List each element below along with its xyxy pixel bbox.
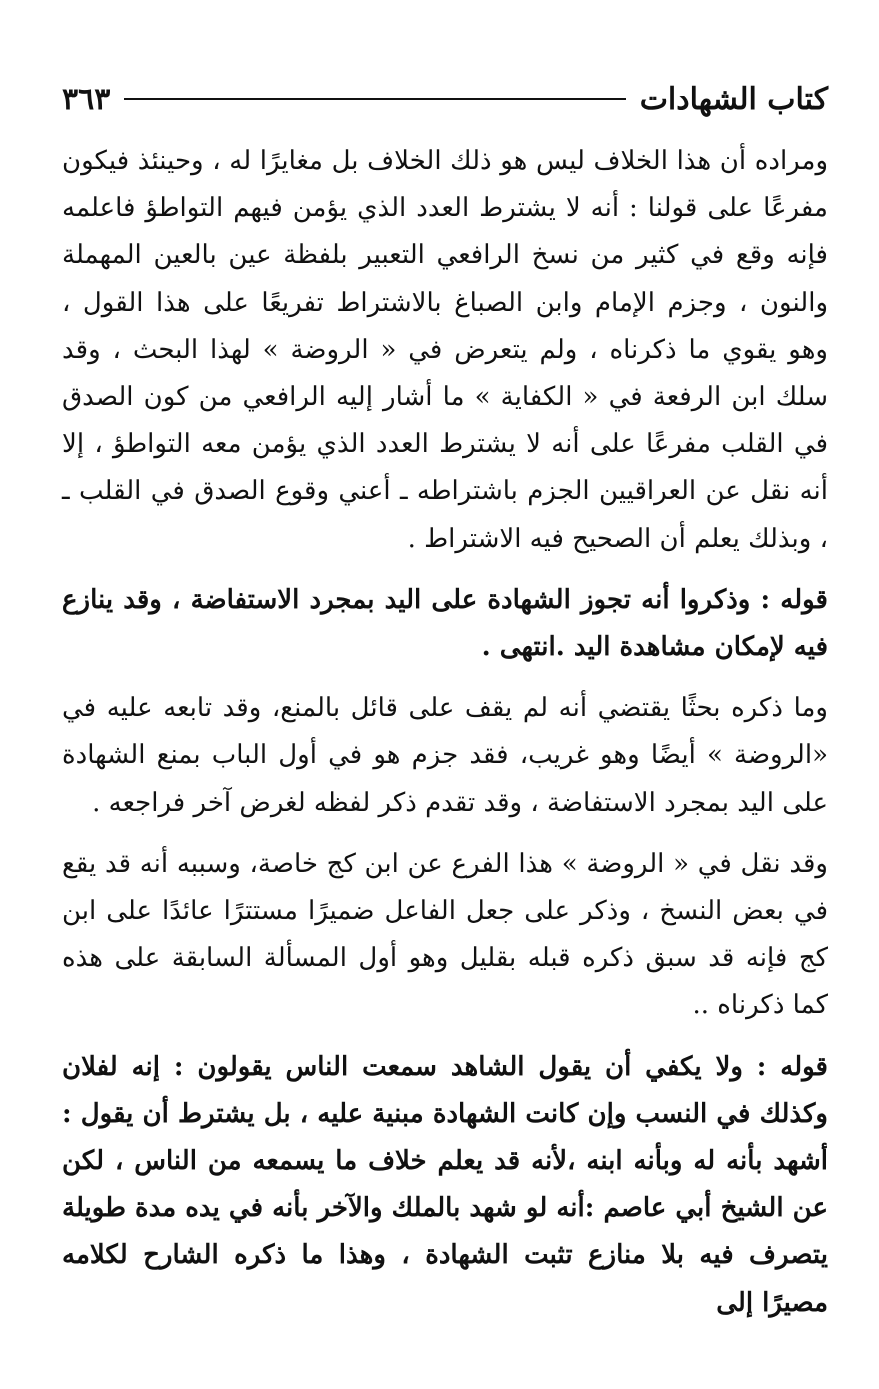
running-header bbox=[62, 74, 828, 124]
quoted-passage: قوله : وذكروا أنه تجوز الشهادة على اليد بمجرد الاستفاضة ، وقد ينازع فيه لإمكان مشاهدة اليد .انتهى . bbox=[62, 584, 828, 663]
paragraph: وقد نقل في « الروضة » هذا الفرع عن ابن كج خاصة، وسببه أنه قد يقع في بعض النسخ ، وذكر على جعل الفاعل ضميرًا مستترًا عائدًا على ابن كج فإنه قد سبق ذكره قبله بقليل وهو أول المسألة السابقة على هذه كما ذكرناه .. bbox=[62, 848, 828, 1021]
page-number: ٣٦٣ bbox=[62, 81, 111, 117]
book-title: كتاب الشهادات bbox=[639, 81, 828, 117]
header-rule bbox=[124, 98, 625, 100]
page-body bbox=[62, 138, 828, 1341]
paragraph: وما ذكره بحثًا يقتضي أنه لم يقف على قائل بالمنع، وقد تابعه عليه في «الروضة » أيضًا وهو غريب، فقد جزم هو في أول الباب بمنع الشهادة على اليد بمجرد الاستفاضة ، وقد تقدم ذكر لفظه لغرض آخر فراجعه . bbox=[62, 693, 828, 818]
quoted-passage: قوله : ولا يكفي أن يقول الشاهد سمعت الناس يقولون : إنه لفلان وكذلك في النسب وإن كانت الشهادة مبنية عليه ، بل يشترط أن يقول : أشهد بأنه له وبأنه ابنه ،لأنه قد يعلم خلاف ما يسمعه من الناس ، لكن عن الشيخ أبي عاصم :أنه لو شهد بالملك والآخر بأنه في يده مدة طويلة يتصرف فيه بلا منازع تثبت الشهادة ، وهذا ما ذكره الشارح لكلامه مصيرًا إلى bbox=[62, 1051, 828, 1318]
paragraph: ومراده أن هذا الخلاف ليس هو ذلك الخلاف بل مغايرًا له ، وحينئذ فيكون مفرعًا على قولنا : أنه لا يشترط العدد الذي يؤمن فيهم التواطؤ فاعلمه فإنه وقع في كثير من نسخ الرافعي التعبير بلفظة عين بالعين المهملة والنون ، وجزم الإمام وابن الصباغ بالاشتراط تفريعًا على هذا القول ، وهو يقوي ما ذكرناه ، ولم يتعرض في « الروضة » لهذا البحث ، وقد سلك ابن الرفعة في « الكفاية » ما أشار إليه الرافعي من كون الصدق في القلب مفرعًا على أنه لا يشترط العدد الذي يؤمن معه التواطؤ ، إلا أنه نقل عن العراقيين الجزم باشتراطه ـ أعني وقوع الصدق في القلب ـ ، وبذلك يعلم أن الصحيح فيه الاشتراط . bbox=[62, 146, 828, 554]
